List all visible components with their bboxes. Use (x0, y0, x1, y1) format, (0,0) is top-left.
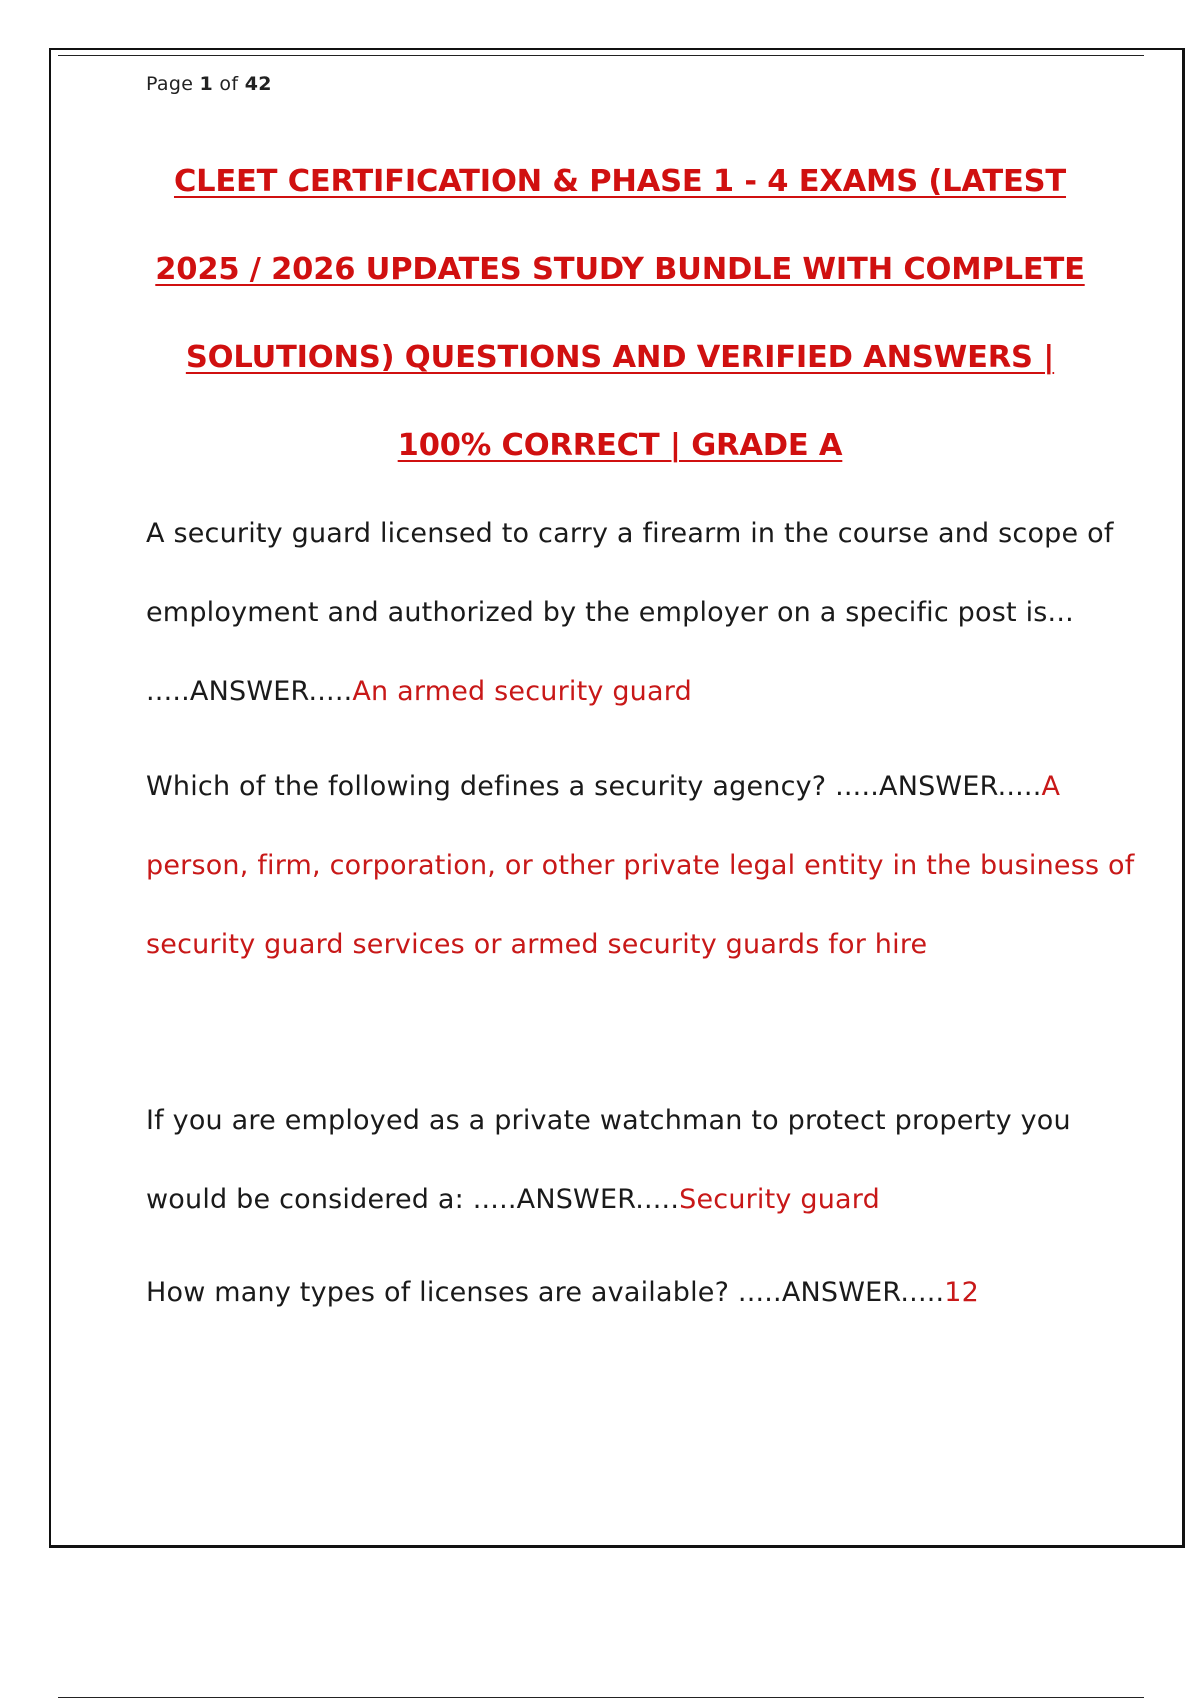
question-text: A security guard licensed to carry a firearm in the course and scope of employment and authorized by the employer on a specific post is... (146, 518, 1114, 628)
next-page-rule (58, 1697, 1144, 1698)
title-line: SOLUTIONS) QUESTIONS AND VERIFIED ANSWERS | (185, 340, 1055, 375)
answer-marker: .....ANSWER..... (835, 771, 1042, 802)
answer-text: Security guard (679, 1184, 880, 1215)
document-title (110, 138, 1130, 490)
qa-item (146, 494, 1146, 731)
header-rule (58, 55, 1144, 56)
answer-marker: .....ANSWER..... (146, 676, 353, 707)
title-line: CLEET CERTIFICATION & PHASE 1 - 4 EXAMS (LATEST (173, 164, 1067, 199)
answer-marker: .....ANSWER..... (472, 1184, 680, 1215)
question-text: If you are employed as a private watchman to protect property you would be considered a: (146, 1105, 1071, 1215)
page-label: Page (146, 73, 194, 95)
page-of: of (219, 73, 239, 95)
qa-item (146, 1081, 1146, 1239)
answer-text: 12 (944, 1277, 980, 1308)
question-text: Which of the following defines a security agency? (146, 771, 836, 802)
title-line: 100% CORRECT | GRADE A (397, 428, 843, 463)
answer-text: A person, firm, corporation, or other private legal entity in the business of security guard services or armed security guards for hire (146, 771, 1135, 960)
title-line: 2025 / 2026 UPDATES STUDY BUNDLE WITH COMPLETE (155, 252, 1085, 287)
qa-item (146, 1253, 1146, 1332)
qa-item (146, 747, 1146, 984)
page-total: 42 (244, 73, 272, 95)
answer-text: An armed security guard (352, 676, 692, 707)
question-text: How many types of licenses are available? (146, 1277, 738, 1308)
answer-marker: .....ANSWER..... (737, 1277, 945, 1308)
page-current: 1 (199, 73, 214, 95)
page-counter (146, 73, 272, 95)
